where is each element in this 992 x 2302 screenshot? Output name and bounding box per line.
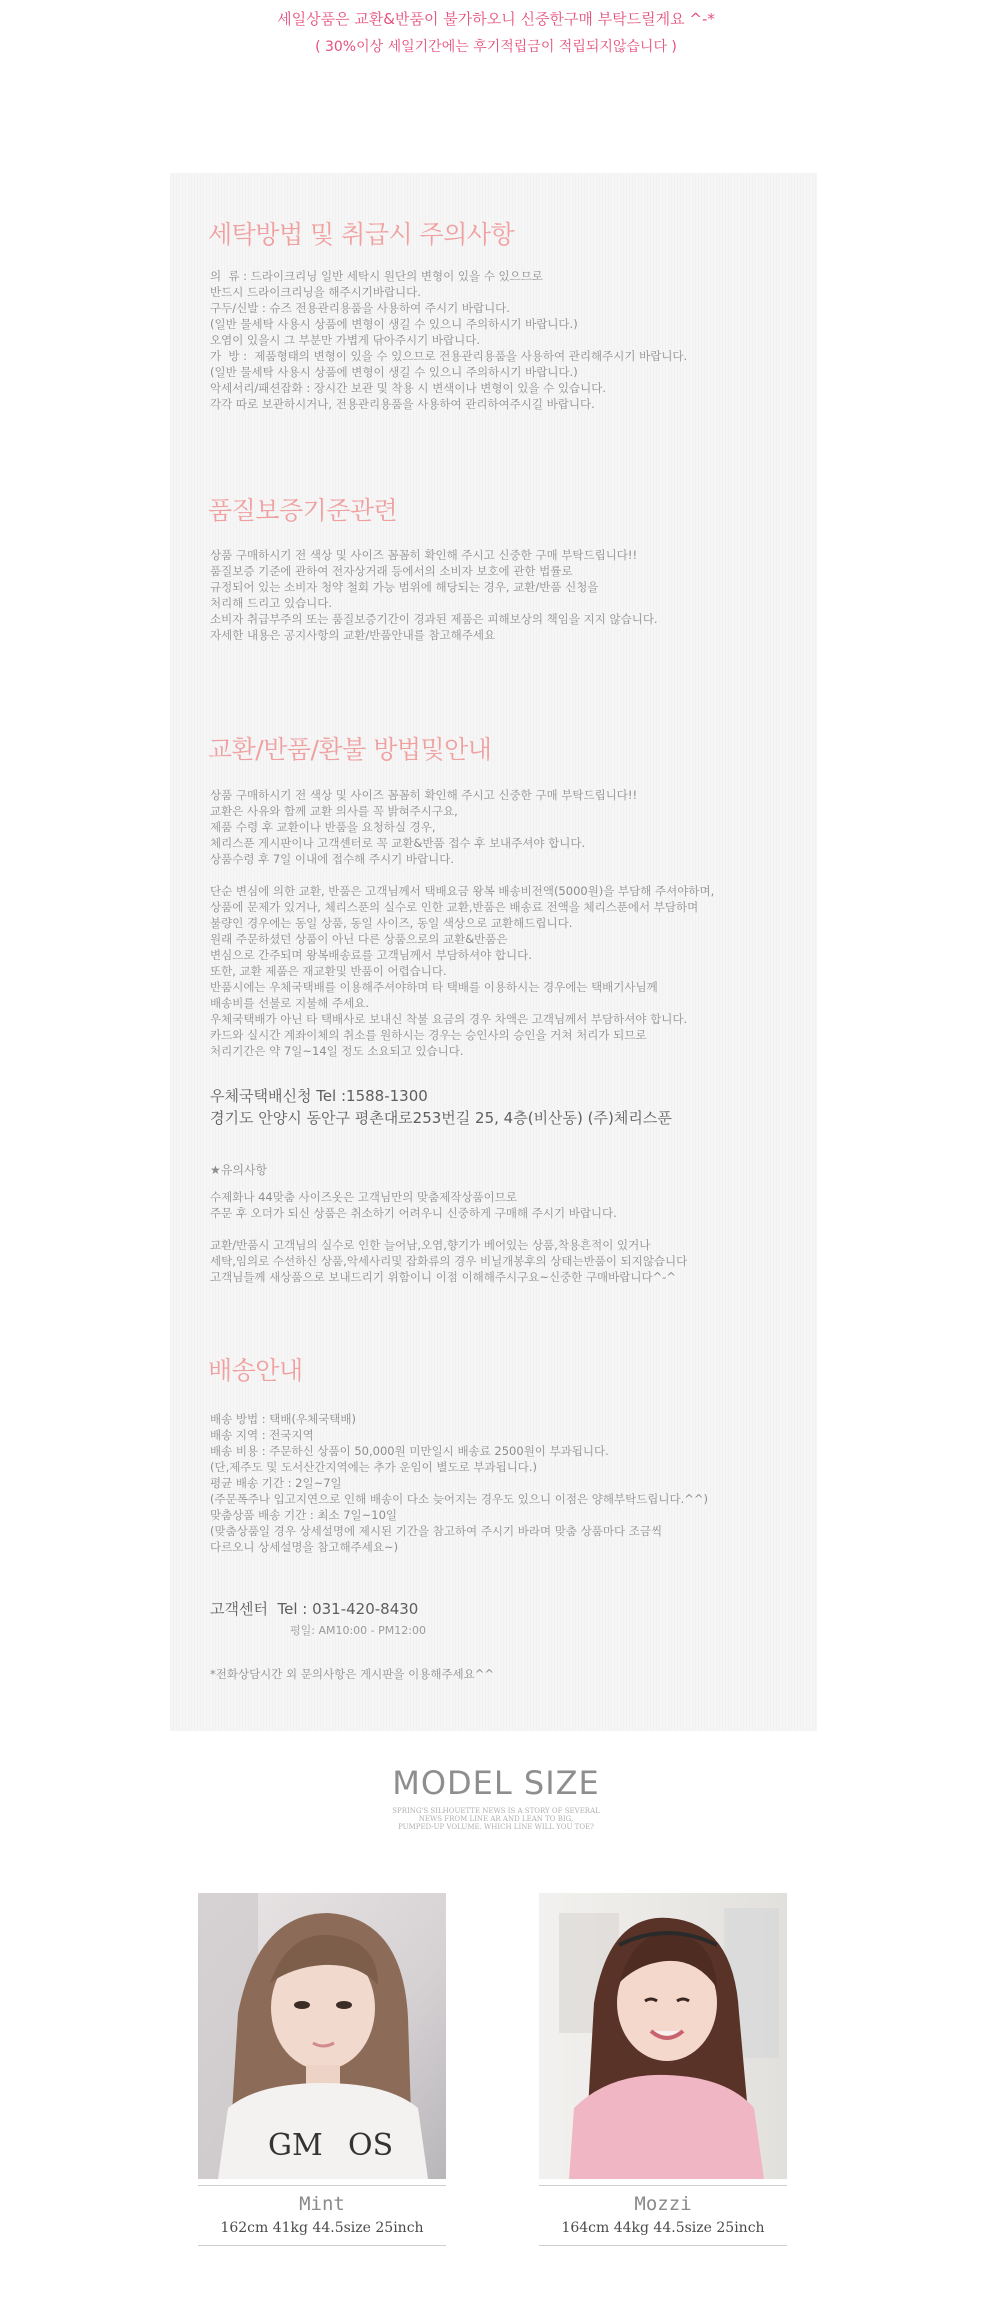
exchange-title: 교환/반품/환불 방법및안내 [208,735,492,764]
customer-center-tel: 고객센터 Tel : 031-420-8430 [210,1600,419,1618]
shipping-line: (맞춤상품일 경우 상세설명에 제시된 기간을 참고하여 주시기 바라며 맞춤 상품마다 조금씩 [210,1524,663,1538]
washing-line: 각각 따로 보관하시거나, 전용관리용품을 사용하여 관리하여주시길 바랍니다. [210,397,595,411]
model-divider [198,2245,446,2246]
washing-text [210,268,687,412]
model-spec: 162cm 41kg 44.5size 25inch [220,2220,424,2236]
washing-line: 의 류 : 드라이크리닝 일반 세탁시 원단의 변형이 있을 수 있으므로 [210,269,543,283]
delivery-line: 우체국택배신청 Tel :1588-1300 [210,1087,428,1105]
model-photo-mint-image [198,1893,446,2179]
exchange-line: 제품 수령 후 교환이나 반품을 요청하실 경우, [210,820,436,834]
shipping-line: 맞춤상품 배송 기간 : 최소 7일~10일 [210,1508,398,1522]
washing-line: 오염이 있을시 그 부분만 가볍게 닦아주시기 바랍니다. [210,333,480,347]
delivery-contact [210,1085,672,1129]
exchange-text [210,787,714,1059]
model-size-subtitle [0,1807,992,1831]
sale-notice-line2: ( 30%이상 세일기간에는 후기적립금이 적립되지않습니다 ) [315,39,677,55]
quality-text [210,547,658,643]
caution-title: ★유의사항 [210,1163,268,1177]
model-size-title: MODEL SIZE [392,1764,600,1802]
quality-line: 상품 구매하시기 전 색상 및 사이즈 꼼꼼히 확인해 주시고 신중한 구매 부탁드립니다!! [210,548,638,562]
model-name: Mozzi [634,2193,692,2215]
customer-center-hours: 평일: AM10:00 - PM12:00 [290,1624,426,1637]
caution-line: 고객님들께 새상품으로 보내드리기 위함이니 이점 이해해주시구요~신중한 구매바랍니다^-^ [210,1270,677,1284]
exchange-line: 변심으로 간주되며 왕복배송료를 고객님께서 부담하셔야 합니다. [210,948,532,962]
caution-line: 교환/반품시 고객님의 실수로 인한 늘어남,오염,향기가 베어있는 상품,착용흔적이 있거나 [210,1238,651,1252]
exchange-line: 반품시에는 우체국택배를 이용해주셔야하며 타 택배를 이용하시는 경우에는 택배기사님께 [210,980,658,994]
delivery-line: 경기도 안양시 동안구 평촌대로253번길 25, 4층(비산동) (주)체리스푼 [210,1109,672,1127]
model-size-subtitle-line: SPRING'S SILHOUETTE NEWS IS A STORY OF SEVERAL [392,1807,600,1815]
shipping-line: 평균 배송 기간 : 2일~7일 [210,1476,342,1490]
exchange-line: 상품에 문제가 있거나, 체리스푼의 실수로 인한 교환,반품은 배송료 전액을 체리스푼에서 부담하며 [210,900,699,914]
shipping-line: 배송 비용 : 주문하신 상품이 50,000원 미만일시 배송료 2500원이 부과됩니다. [210,1444,609,1458]
quality-line: 규정되어 있는 소비자 청약 철회 가능 범위에 해당되는 경우, 교환/반품 신청을 [210,580,599,594]
exchange-line [210,867,714,883]
caution-line: 주문 후 오더가 되신 상품은 취소하기 어려우니 신중하게 구매해 주시기 바랍니다. [210,1206,617,1220]
exchange-line: 원래 주문하셨던 상품이 아닌 다른 상품으로의 교환&반품은 [210,932,508,946]
model-photo-mozzi [539,1893,787,2179]
model-divider [539,2245,787,2246]
exchange-line: 처리기간은 약 7일~14일 정도 소요되고 있습니다. [210,1044,464,1058]
exchange-line: 배송비를 선불로 지불해 주세요. [210,996,370,1010]
model-name: Mint [299,2193,345,2215]
caution-text [210,1189,687,1285]
quality-line: 품질보증 기준에 관하여 전자상거래 등에서의 소비자 보호에 관한 법률로 [210,564,573,578]
exchange-line: 또한, 교환 제품은 재교환및 반품이 어렵습니다. [210,964,447,978]
model-spec: 164cm 44kg 44.5size 25inch [561,2220,765,2236]
exchange-line: 우체국택배가 아닌 타 택배사로 보내신 착불 요금의 경우 차액은 고객님께서 부담하셔야 합니다. [210,1012,688,1026]
exchange-line: 상품수령 후 7일 이내에 접수해 주시기 바랍니다. [210,852,454,866]
caution-line: 세탁,임의로 수선하신 상품,악세사리및 잡화류의 경우 비닐개봉후의 상태는반품이 되지않습니다 [210,1254,688,1268]
shipping-line: 다르오니 상세설명을 참고해주세요~) [210,1540,399,1554]
care-info-panel [170,173,817,1731]
shipping-line: 배송 방법 : 택배(우체국택배) [210,1412,357,1426]
caution-line: 수제화나 44맞춤 사이즈옷은 고객님만의 맞춤제작상품이므로 [210,1190,517,1204]
svg-text:GM: GM [268,2128,323,2163]
washing-line: 악세서리/패션잡화 : 장시간 보관 및 착용 시 변색이나 변형이 있을 수 있습니다. [210,381,606,395]
svg-text:OS: OS [348,2128,394,2163]
quality-line: 처리해 드리고 있습니다. [210,596,333,610]
model-divider [198,2185,446,2186]
customer-center-note: *전화상담시간 외 문의사항은 게시판을 이용해주세요^^ [210,1667,495,1681]
model-photo-mozzi-image [539,1893,787,2179]
sale-notice-line1: 세일상품은 교환&반품이 불가하오니 신중한구매 부탁드릴게요 ^-* [277,10,715,28]
shipping-line: (단,제주도 및 도서산간지역에는 추가 운임이 별도로 부과됩니다.) [210,1460,538,1474]
shipping-title: 배송안내 [208,1356,303,1385]
model-size-subtitle-line: NEWS FROM LINE AR AND LEAN TO BIG, [418,1815,574,1823]
exchange-line: 교환은 사유와 함께 교환 의사를 꼭 밝혀주시구요, [210,804,458,818]
shipping-text [210,1411,708,1555]
washing-line: 가 방 : 제품형태의 변형이 있을 수 있으므로 전용관리용품을 사용하여 관리해주시기 바랍니다. [210,349,688,363]
caution-line [210,1221,687,1237]
washing-title: 세탁방법 및 취급시 주의사항 [208,220,515,249]
model-size-subtitle-line: PUMPED-UP VOLUME. WHICH LINE WILL YOU TOE? [398,1823,594,1831]
quality-line: 자세한 내용은 공지사항의 교환/반품안내를 참고해주세요 [210,628,496,642]
quality-line: 소비자 취급부주의 또는 품질보증기간이 경과된 제품은 피해보상의 책임을 지지 않습니다. [210,612,658,626]
model-photo-mint [198,1893,446,2179]
exchange-line: 상품 구매하시기 전 색상 및 사이즈 꼼꼼히 확인해 주시고 신중한 구매 부탁드립니다!! [210,788,638,802]
washing-line: 반드시 드라이크리닝을 해주시기바랍니다. [210,285,421,299]
washing-line: 구두/신발 : 슈즈 전용관리용품을 사용하여 주시기 바랍니다. [210,301,510,315]
exchange-line: 불량인 경우에는 동일 상품, 동일 사이즈, 동일 색상으로 교환해드립니다. [210,916,573,930]
exchange-line: 단순 변심에 의한 교환, 반품은 고객님께서 택배요금 왕복 배송비전액(5000원)을 부담해 주셔야하며, [210,884,715,898]
model-divider [539,2185,787,2186]
washing-line: (일반 물세탁 사용시 상품에 변형이 생길 수 있으니 주의하시기 바랍니다.) [210,365,578,379]
shipping-line: 배송 지역 : 전국지역 [210,1428,314,1442]
exchange-line: 카드와 실시간 계좌이체의 취소를 원하시는 경우는 승인사의 승인을 거쳐 처리가 되므로 [210,1028,647,1042]
washing-line: (일반 물세탁 사용시 상품에 변형이 생길 수 있으니 주의하시기 바랍니다.) [210,317,578,331]
exchange-line: 체리스푼 게시판이나 고객센터로 꼭 교환&반품 접수 후 보내주셔야 합니다. [210,836,586,850]
shipping-line: (주문폭주나 입고지연으로 인해 배송이 다소 늦어지는 경우도 있으니 이점은 양해부탁드립니다.^^) [210,1492,709,1506]
quality-title: 품질보증기준관련 [208,496,398,525]
